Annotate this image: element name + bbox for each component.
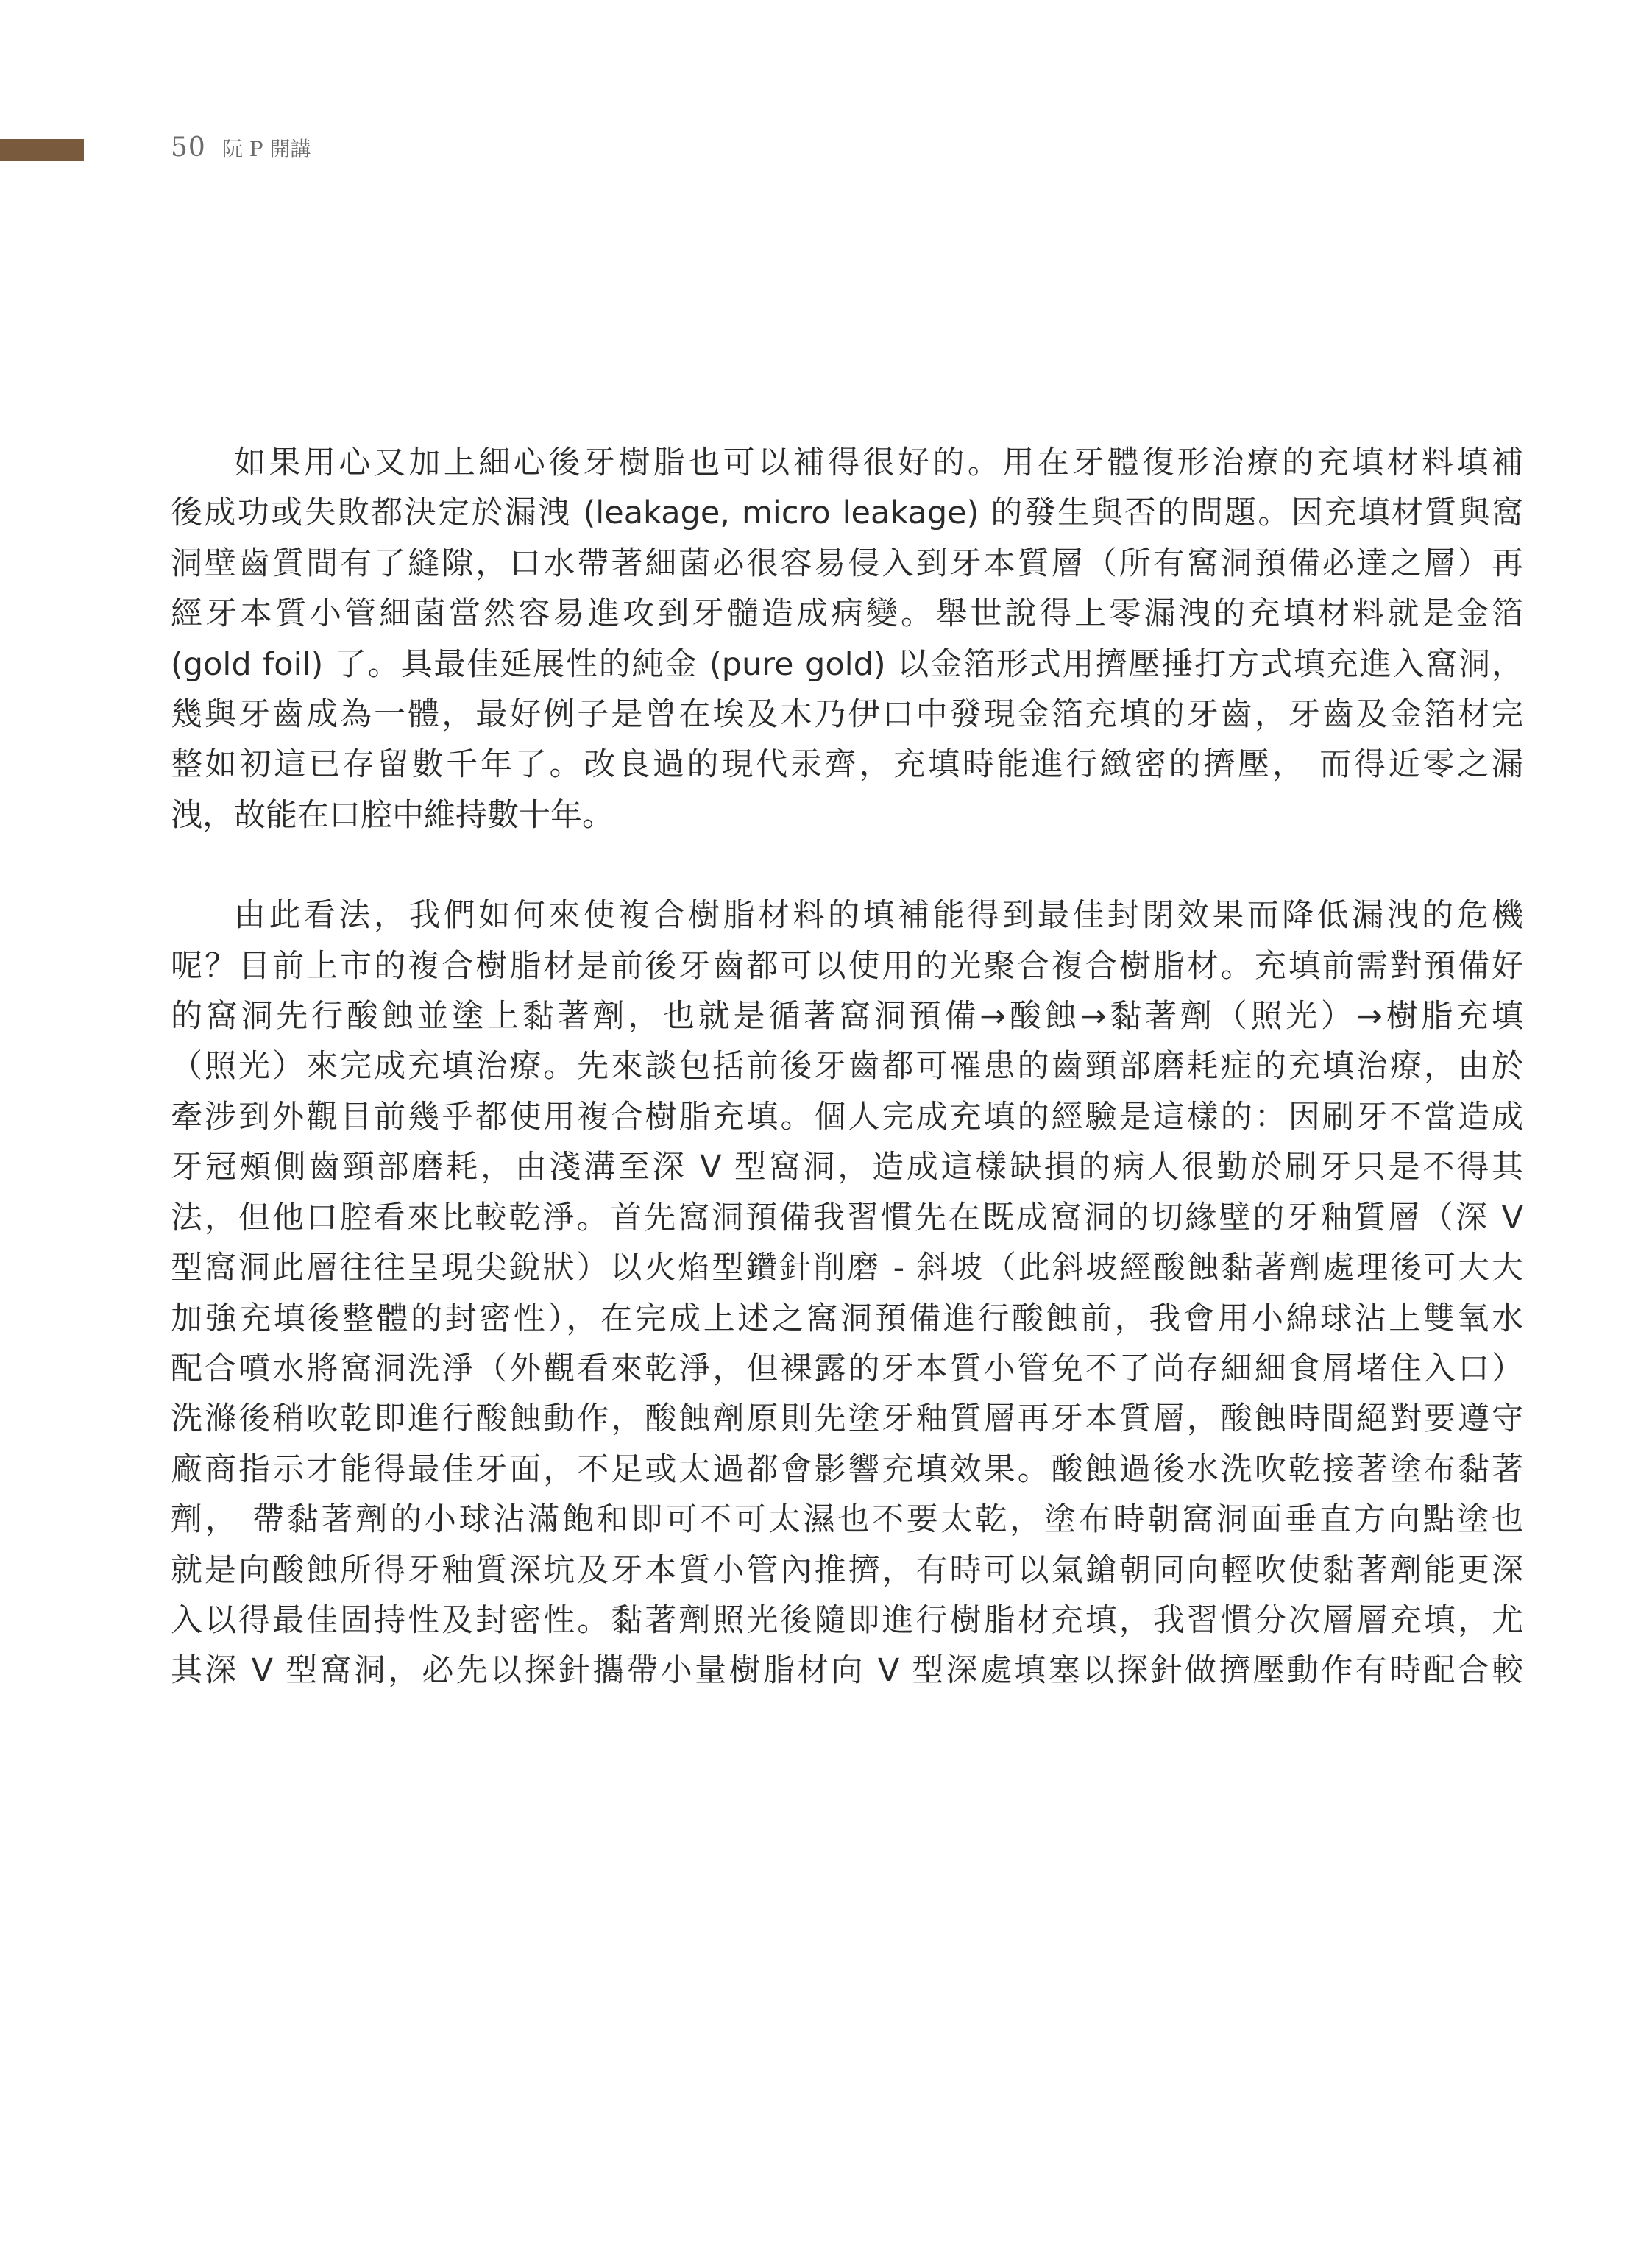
text-line: 牙冠頰側齒頸部磨耗，由淺溝至深 V 型窩洞，造成這樣缺損的病人很勤於刷牙只是不得其: [171, 1149, 1523, 1186]
page-number: 50: [171, 132, 206, 163]
text-line: 整如初這已存留數千年了。改良過的現代汞齊，充填時能進行緻密的擠壓， 而得近零之漏: [171, 746, 1523, 784]
text-line: 加強充填後整體的封密性），在完成上述之窩洞預備進行酸蝕前，我會用小綿球沾上雙氧水: [171, 1300, 1523, 1337]
text-line: 其深 V 型窩洞，必先以探針攜帶小量樹脂材向 V 型深處填塞以探針做擠壓動作有時配合較: [171, 1652, 1523, 1690]
text-line: 就是向酸蝕所得牙釉質深坑及牙本質小管內推擠，有時可以氣鎗朝同向輕吹使黏著劑能更深: [171, 1551, 1523, 1589]
text-line: 型窩洞此層往往呈現尖銳狀）以火焰型鑽針削磨 - 斜坡（此斜坡經酸蝕黏著劑處理後可大大: [171, 1250, 1523, 1287]
text-line: (gold foil) 了。具最佳延展性的純金 (pure gold) 以金箔形式用擠壓捶打方式填充進入窩洞，: [171, 645, 1523, 683]
text-line: 牽涉到外觀目前幾乎都使用複合樹脂充填。個人完成充填的經驗是這樣的：因刷牙不當造成: [171, 1098, 1523, 1136]
running-title: 阮 P 開講: [221, 137, 311, 161]
text-line: 劑， 帶黏著劑的小球沾滿飽和即可不可太濕也不要太乾，塗布時朝窩洞面垂直方向點塗也: [171, 1501, 1523, 1539]
text-line: 洞壁齒質間有了縫隙，口水帶著細菌必很容易侵入到牙本質層（所有窩洞預備必達之層）再: [171, 545, 1523, 582]
text-line: 如果用心又加上細心後牙樹脂也可以補得很好的。用在牙體復形治療的充填材料填補: [234, 444, 1523, 481]
body-text: [171, 438, 1523, 1696]
header-accent-bar: [0, 139, 84, 161]
text-line: 幾與牙齒成為一體，最好例子是曾在埃及木乃伊口中發現金箔充填的牙齒，牙齒及金箔材完: [171, 696, 1523, 734]
paragraph-1: [171, 438, 1523, 840]
text-line: 的窩洞先行酸蝕並塗上黏著劑，也就是循著窩洞預備→酸蝕→黏著劑（照光）→樹脂充填: [171, 998, 1523, 1035]
text-line: 廠商指示才能得最佳牙面，不足或太過都會影響充填效果。酸蝕過後水洗吹乾接著塗布黏著: [171, 1450, 1523, 1488]
text-line: 經牙本質小管細菌當然容易進攻到牙髓造成病變。舉世說得上零漏洩的充填材料就是金箔: [171, 595, 1523, 633]
text-line: （照光）來完成充填治療。先來談包括前後牙齒都可罹患的齒頸部磨耗症的充填治療，由於: [171, 1048, 1523, 1085]
text-line: 呢？目前上市的複合樹脂材是前後牙齒都可以使用的光聚合複合樹脂材。充填前需對預備好: [171, 947, 1523, 985]
text-line: 洗滌後稍吹乾即進行酸蝕動作，酸蝕劑原則先塗牙釉質層再牙本質層，酸蝕時間絕對要遵守: [171, 1400, 1523, 1438]
text-line: 入以得最佳固持性及封密性。黏著劑照光後隨即進行樹脂材充填，我習慣分次層層充填，尤: [171, 1601, 1523, 1639]
running-head: [171, 132, 311, 163]
text-line: 法，但他口腔看來比較乾淨。首先窩洞預備我習慣先在既成窩洞的切緣壁的牙釉質層（深 V: [171, 1199, 1523, 1236]
text-line: 由此看法，我們如何來使複合樹脂材料的填補能得到最佳封閉效果而降低漏洩的危機: [234, 897, 1523, 935]
text-line: 洩，故能在口腔中維持數十年。: [171, 796, 614, 834]
text-line: 配合噴水將窩洞洗淨（外觀看來乾淨，但裸露的牙本質小管免不了尚存細細食屑堵住入口）: [171, 1350, 1523, 1387]
paragraph-2: [171, 890, 1523, 1696]
text-line: 後成功或失敗都決定於漏洩 (leakage, micro leakage) 的發生與否的問題。因充填材質與窩: [171, 495, 1524, 532]
